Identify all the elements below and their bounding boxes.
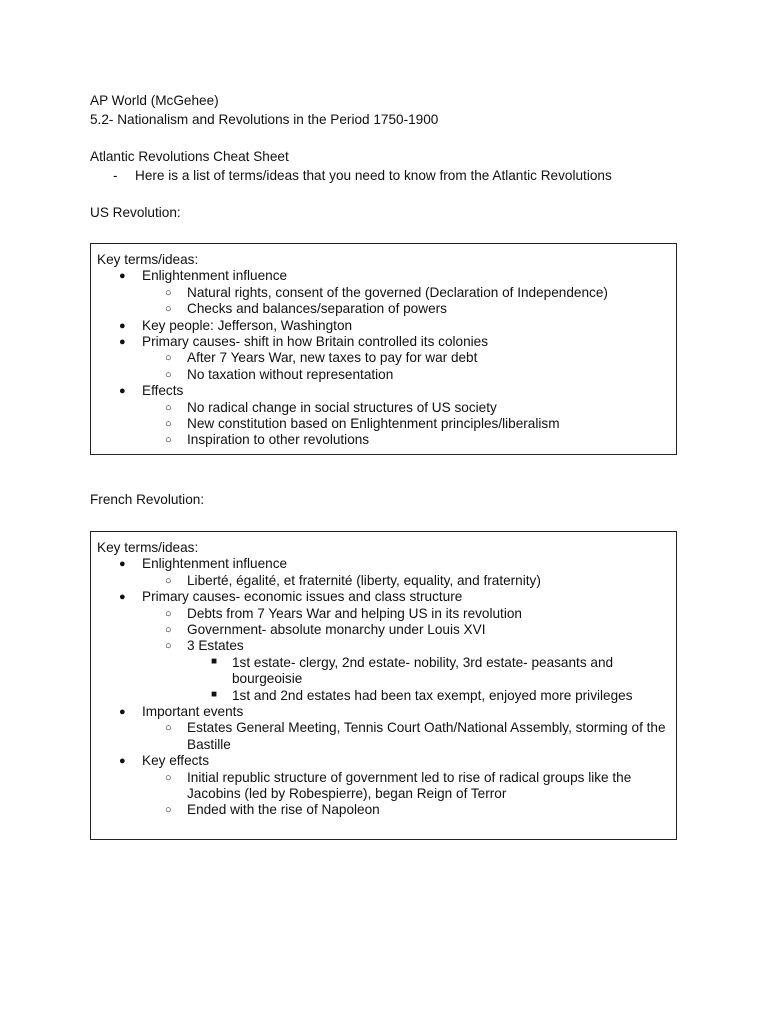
bullet-hollow-circle: ○ — [165, 286, 172, 299]
list-item-text: Primary causes- economic issues and class structure — [142, 589, 463, 605]
bullet-hollow-circle: ○ — [165, 722, 172, 735]
bullet-filled-circle: ● — [119, 336, 126, 349]
list-item-level-2 — [142, 301, 670, 317]
bullet-hollow-circle: ○ — [165, 368, 172, 381]
bullet-filled-circle: ● — [119, 755, 126, 768]
bullet-filled-circle: ● — [119, 558, 126, 571]
list-item-text: Primary causes- shift in how Britain controlled its colonies — [142, 334, 489, 350]
sublist — [142, 350, 670, 383]
bullet-filled-circle: ● — [119, 591, 126, 604]
bullet-filled-circle: ● — [119, 270, 126, 283]
list-item-text: Debts from 7 Years War and helping US in its revolution — [187, 605, 522, 621]
sublist — [142, 400, 670, 449]
list-item-text: No taxation without representation — [187, 366, 394, 382]
list-item-level-2 — [142, 638, 670, 704]
list-item-text: Liberté, égalité, et fraternité (liberty, equality, and fraternity) — [187, 572, 541, 588]
list-item-level-1 — [97, 334, 670, 383]
french-revolution-heading: French Revolution: — [90, 492, 205, 507]
list-item-text: Ended with the rise of Napoleon — [187, 802, 380, 818]
bullet-hollow-circle: ○ — [165, 607, 172, 620]
list-item-text: Natural rights, consent of the governed (Declaration of Independence) — [187, 284, 608, 300]
bullet-hollow-circle: ○ — [165, 434, 172, 447]
bullet-hollow-circle: ○ — [165, 352, 172, 365]
sublist — [142, 770, 670, 819]
list-item-level-1 — [97, 589, 670, 704]
list-item-level-2 — [142, 285, 670, 301]
list-item-text: Checks and balances/separation of powers — [187, 301, 447, 317]
list-item-level-1 — [97, 556, 670, 589]
list-item-level-1 — [97, 753, 670, 819]
list-item-text: After 7 Years War, new taxes to pay for war debt — [187, 350, 478, 366]
sheet-title: Atlantic Revolutions Cheat Sheet — [90, 149, 289, 164]
list-item-text: 3 Estates — [187, 638, 244, 654]
list-item-text: Enlightenment influence — [142, 556, 288, 572]
course-title: AP World (McGehee) — [90, 93, 219, 108]
list-item-text: No radical change in social structures of US society — [187, 399, 497, 415]
list-item-text: Effects — [142, 383, 184, 399]
list-item-level-1 — [97, 383, 670, 449]
us-revolution-heading: US Revolution: — [90, 205, 181, 220]
list-item-level-2 — [142, 350, 670, 366]
list-item-level-2 — [142, 802, 670, 818]
list-item-level-2 — [142, 400, 670, 416]
list-item-level-2 — [142, 416, 670, 432]
list-item-text: New constitution based on Enlightenment principles/liberalism — [187, 416, 560, 432]
us-key-terms-list — [97, 268, 670, 448]
french-revolution-box — [90, 531, 677, 840]
dash-marker: - — [113, 168, 118, 183]
list-item-text: Important events — [142, 704, 244, 720]
list-item-text: Key effects — [142, 753, 209, 769]
sublist — [142, 606, 670, 704]
bullet-filled-circle: ● — [119, 385, 126, 398]
sublist — [187, 655, 670, 704]
bullet-hollow-circle: ○ — [165, 303, 172, 316]
list-item-text: Initial republic structure of government led to rise of radical groups like the Jacobins (led by Robespierre), began Reign of Terror — [187, 769, 632, 802]
list-item-level-1 — [97, 318, 670, 334]
list-item-level-2 — [142, 606, 670, 622]
list-item-level-2 — [142, 367, 670, 383]
intro-text: Here is a list of terms/ideas that you need to know from the Atlantic Revolutions — [135, 168, 612, 183]
list-item-text: Inspiration to other revolutions — [187, 432, 370, 448]
bullet-hollow-circle: ○ — [165, 771, 172, 784]
list-item-text: 1st and 2nd estates had been tax exempt, enjoyed more privileges — [232, 687, 633, 703]
bullet-hollow-circle: ○ — [165, 624, 172, 637]
bullet-square: ■ — [211, 688, 218, 700]
french-key-terms-list — [97, 556, 670, 819]
unit-title: 5.2- Nationalism and Revolutions in the Period 1750-1900 — [90, 112, 439, 127]
list-item-text: 1st estate- clergy, 2nd estate- nobility, 3rd estate- peasants and bourgeoisie — [232, 654, 614, 687]
sublist — [142, 720, 670, 753]
list-item-level-2 — [142, 622, 670, 638]
list-item-level-1 — [97, 268, 670, 317]
bullet-hollow-circle: ○ — [165, 804, 172, 817]
list-item-level-1 — [97, 704, 670, 753]
us-revolution-box — [90, 243, 677, 455]
box-title: Key terms/ideas: — [97, 252, 199, 267]
bullet-hollow-circle: ○ — [165, 574, 172, 587]
list-item-level-3 — [187, 688, 670, 704]
box-title: Key terms/ideas: — [97, 540, 199, 555]
list-item-level-2 — [142, 770, 670, 803]
list-item-level-3 — [187, 655, 670, 688]
sublist — [142, 285, 670, 318]
list-item-text: Key people: Jefferson, Washington — [142, 317, 353, 333]
list-item-text: Government- absolute monarchy under Louis XVI — [187, 622, 486, 638]
bullet-hollow-circle: ○ — [165, 640, 172, 653]
list-item-level-2 — [142, 573, 670, 589]
list-item-level-2 — [142, 432, 670, 448]
list-item-text: Estates General Meeting, Tennis Court Oath/National Assembly, storming of the Bastille — [187, 720, 666, 752]
bullet-hollow-circle: ○ — [165, 401, 172, 414]
list-item-level-2 — [142, 720, 670, 753]
bullet-filled-circle: ● — [119, 319, 126, 332]
bullet-filled-circle: ● — [119, 706, 126, 719]
bullet-hollow-circle: ○ — [165, 418, 172, 431]
list-item-text: Enlightenment influence — [142, 268, 288, 284]
bullet-square: ■ — [211, 655, 218, 667]
sublist — [142, 573, 670, 589]
